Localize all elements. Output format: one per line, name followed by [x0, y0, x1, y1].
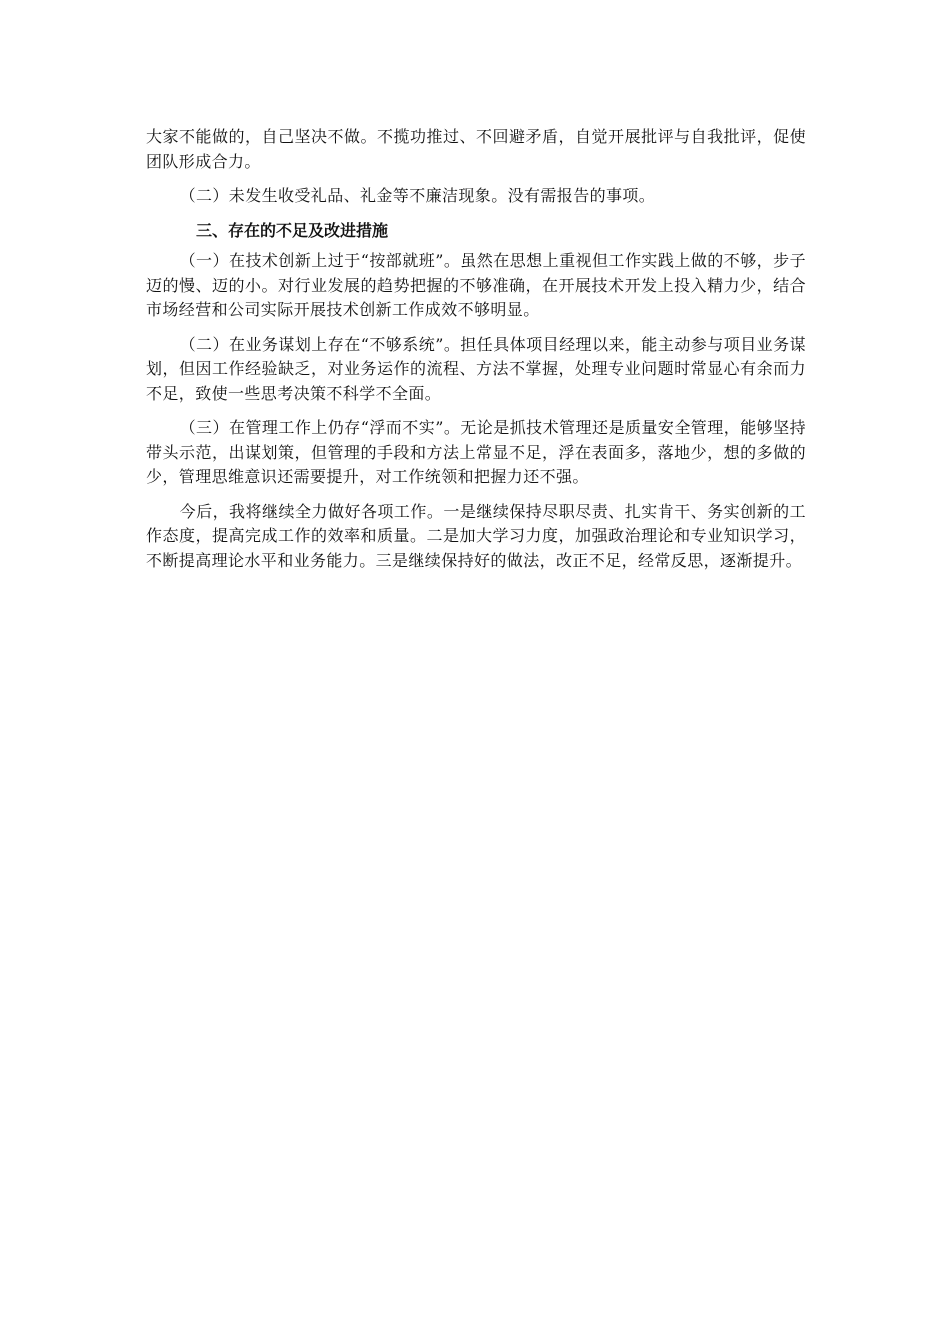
paragraph-tech-innovation: （一）在技术创新上过于“按部就班”。虽然在思想上重视但工作实践上做的不够，步子迈的慢、迈的小。对行业发展的趋势把握的不够准确，在开展技术开发上投入精力少，结合市场经营和公司实际开展技术创新工作成效不够明显。	[146, 251, 806, 319]
paragraph-teamwork: 大家不能做的，自己坚决不做。不揽功推过、不回避矛盾，自觉开展批评与自我批评，促使团队形成合力。	[146, 127, 806, 171]
section-heading-shortcomings: 三、存在的不足及改进措施	[196, 220, 389, 240]
paragraph-management: （三）在管理工作上仍存“浮而不实”。无论是抓技术管理还是质量安全管理，能够坚持带头示范，出谋划策，但管理的手段和方法上常显不足，浮在表面多，落地少，想的多做的少，管理思维意识还需要提升，对工作统领和把握力还不强。	[146, 418, 806, 486]
document-page	[146, 125, 806, 583]
paragraph-no-gifts: （二）未发生收受礼品、礼金等不廉洁现象。没有需报告的事项。	[179, 186, 656, 205]
paragraph-business-planning: （二）在业务谋划上存在“不够系统”。担任具体项目经理以来，能主动参与项目业务谋划，但因工作经验缺乏，对业务运作的流程、方法不掌握，处理专业问题时常显心有余而力不足，致使一些思考决策不科学不全面。	[146, 334, 806, 403]
paragraph-future-plans: 今后，我将继续全力做好各项工作。一是继续保持尽职尽责、扎实肯干、务实创新的工作态度，提高完成工作的效率和质量。二是加大学习力度，加强政治理论和专业知识学习，不断提高理论水平和业务能力。三是继续保持好的做法，改正不足，经常反思，逐渐提升。	[146, 501, 806, 570]
